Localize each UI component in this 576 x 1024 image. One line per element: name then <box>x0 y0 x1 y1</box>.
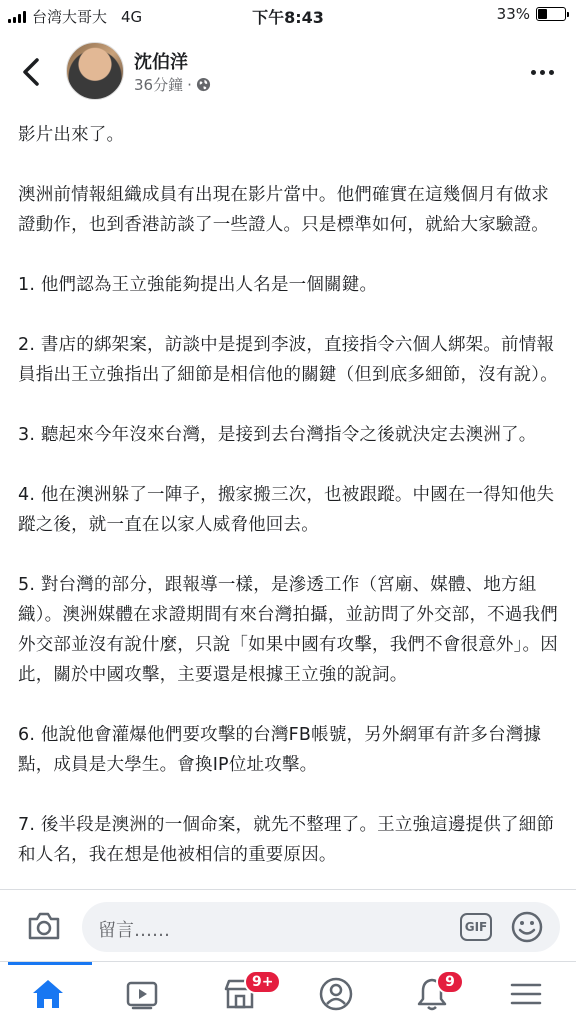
status-time: 下午8:43 <box>252 8 324 27</box>
battery-level <box>538 9 547 19</box>
network-type: 4G <box>121 7 143 26</box>
meta-separator: · <box>187 75 192 94</box>
post-body <box>18 120 564 886</box>
author-name[interactable]: 沈伯洋 <box>134 52 188 73</box>
status-bar <box>0 0 576 32</box>
menu-icon[interactable] <box>508 976 548 1012</box>
post-paragraph: 1. 他們認為王立強能夠提出人名是一個關鍵。 <box>18 275 378 295</box>
notification-badge: 9 <box>436 970 464 994</box>
comment-bar <box>0 889 576 961</box>
post-paragraph: 5. 對台灣的部分，跟報導一樣，是滲透工作（宮廟、媒體、地方組織）。澳洲媒體在求證期間有來台灣拍攝，並訪問了外交部，不過我們外交部並沒有說什麼，只說「如果中國有攻擊，我們不會很意外」。因此，關於中國攻擊，主要還是根據王立強的說詞。 <box>18 575 558 685</box>
tab-bar <box>0 961 576 1024</box>
bell-icon[interactable] <box>414 976 454 1012</box>
post-paragraph: 4. 他在澳洲躲了一陣子，搬家搬三次，也被跟蹤。中國在一得知他失蹤之後，就一直在以家人威脅他回去。 <box>18 485 555 535</box>
chevron-left-icon[interactable] <box>18 56 46 88</box>
globe-icon <box>196 77 211 92</box>
post-time[interactable]: 36分鐘 <box>134 76 184 94</box>
smiley-icon[interactable] <box>510 910 544 944</box>
post-paragraph: 影片出來了。 <box>18 125 125 145</box>
home-icon[interactable] <box>30 976 70 1012</box>
camera-icon[interactable] <box>26 910 62 942</box>
video-icon[interactable] <box>124 976 164 1012</box>
carrier-name: 台湾大哥大 <box>32 8 108 26</box>
post-paragraph: 2. 書店的綁架案，訪談中是提到李波，直接指令六個人綁架。前情報員指出王立強指出了細節是相信他的關鍵（但到底多細節，沒有說）。 <box>18 335 558 385</box>
comment-input[interactable] <box>82 902 560 952</box>
battery-percent: 33% <box>496 5 530 23</box>
status-right <box>497 5 566 23</box>
post-paragraph: 3. 聽起來今年沒來台灣，是接到去台灣指令之後就決定去澳洲了。 <box>18 425 537 445</box>
more-horizontal-icon[interactable] <box>531 70 554 75</box>
avatar[interactable] <box>66 42 124 100</box>
battery-icon <box>536 7 566 21</box>
post-header <box>0 32 576 112</box>
marketplace-icon[interactable] <box>222 974 274 1012</box>
active-tab-indicator <box>8 962 92 965</box>
post-paragraph: 7. 後半段是澳洲的一個命案，就先不整理了。王立強這邊提供了細節和人名，我在想是他被相信的重要原因。 <box>18 815 555 865</box>
post-meta <box>134 74 211 95</box>
comment-placeholder: 留言…… <box>98 920 170 941</box>
gif-icon[interactable]: GIF <box>460 913 492 941</box>
post-paragraph: 澳洲前情報組織成員有出現在影片當中。他們確實在這幾個月有做求證動作，也到香港訪談了一些證人。只是標準如何，就給大家驗證。 <box>18 185 549 235</box>
profile-icon[interactable] <box>318 976 358 1012</box>
marketplace-badge: 9+ <box>244 970 281 994</box>
post-paragraph: 6. 他說他會灌爆他們要攻擊的台灣FB帳號，另外網軍有許多台灣據點，成員是大學生。會換IP位址攻擊。 <box>18 725 542 775</box>
